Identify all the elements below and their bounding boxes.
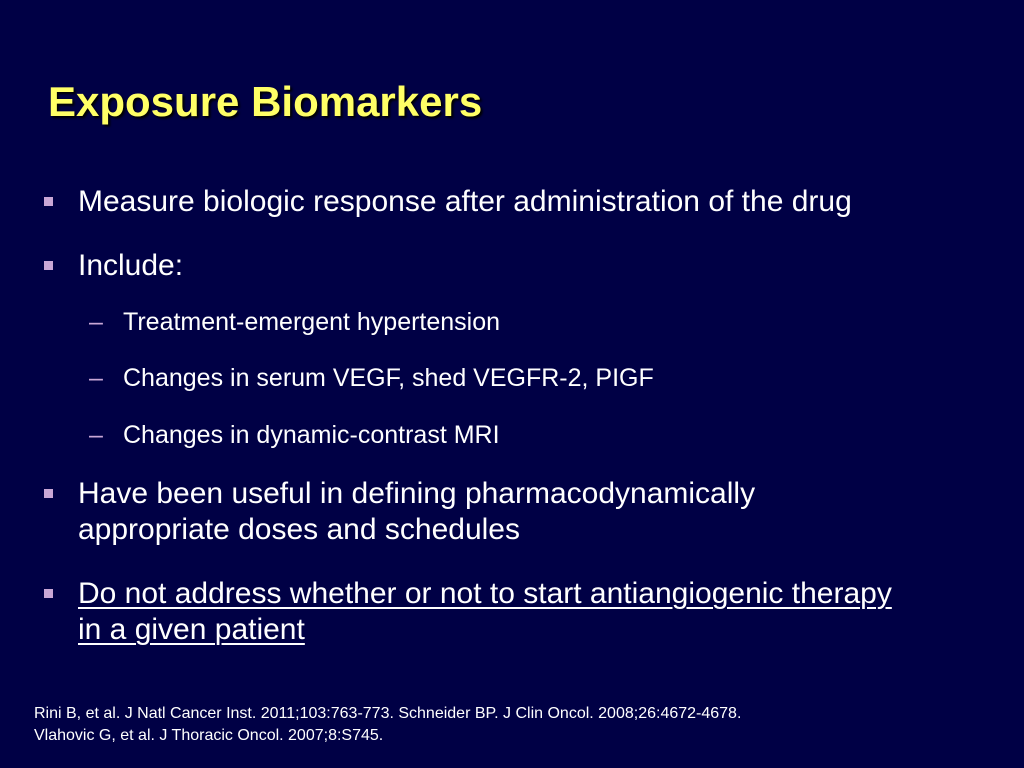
- sub-bullet-item: [89, 420, 983, 450]
- sub-bullet-text: Treatment-emergent hypertension: [123, 308, 501, 336]
- sub-bullet-item: [89, 307, 983, 337]
- square-bullet-icon: [44, 197, 53, 206]
- dash-bullet-icon: –: [89, 308, 103, 336]
- square-bullet-icon: [44, 261, 53, 270]
- sub-bullet-text: Changes in serum VEGF, shed VEGFR-2, PIGF: [123, 364, 654, 392]
- slide-title: Exposure Biomarkers: [48, 78, 483, 125]
- bullet-item: [78, 184, 978, 220]
- sub-bullet-text: Changes in dynamic-contrast MRI: [123, 421, 500, 449]
- references-footer: [34, 703, 994, 747]
- bullet-text-underlined: Do not address whether or not to start antiangiogenic therapy in a given patient: [78, 577, 892, 646]
- bullet-item: [78, 476, 878, 548]
- bullet-text: Have been useful in defining pharmacodynamically appropriate doses and schedules: [78, 477, 756, 546]
- bullet-text: Include:: [78, 249, 184, 282]
- dash-bullet-icon: –: [89, 421, 103, 449]
- reference-line: Vlahovic G, et al. J Thoracic Oncol. 2007;8:S745.: [34, 727, 384, 744]
- dash-bullet-icon: –: [89, 364, 103, 392]
- square-bullet-icon: [44, 589, 53, 598]
- bullet-text: Measure biologic response after administration of the drug: [78, 185, 852, 218]
- square-bullet-icon: [44, 489, 53, 498]
- bullet-item: [78, 248, 978, 284]
- reference-line: Rini B, et al. J Natl Cancer Inst. 2011;103:763-773. Schneider BP. J Clin Oncol. 2008;26:4672-4678.: [34, 705, 742, 722]
- bullet-item: [78, 576, 898, 648]
- sub-bullet-item: [89, 363, 983, 393]
